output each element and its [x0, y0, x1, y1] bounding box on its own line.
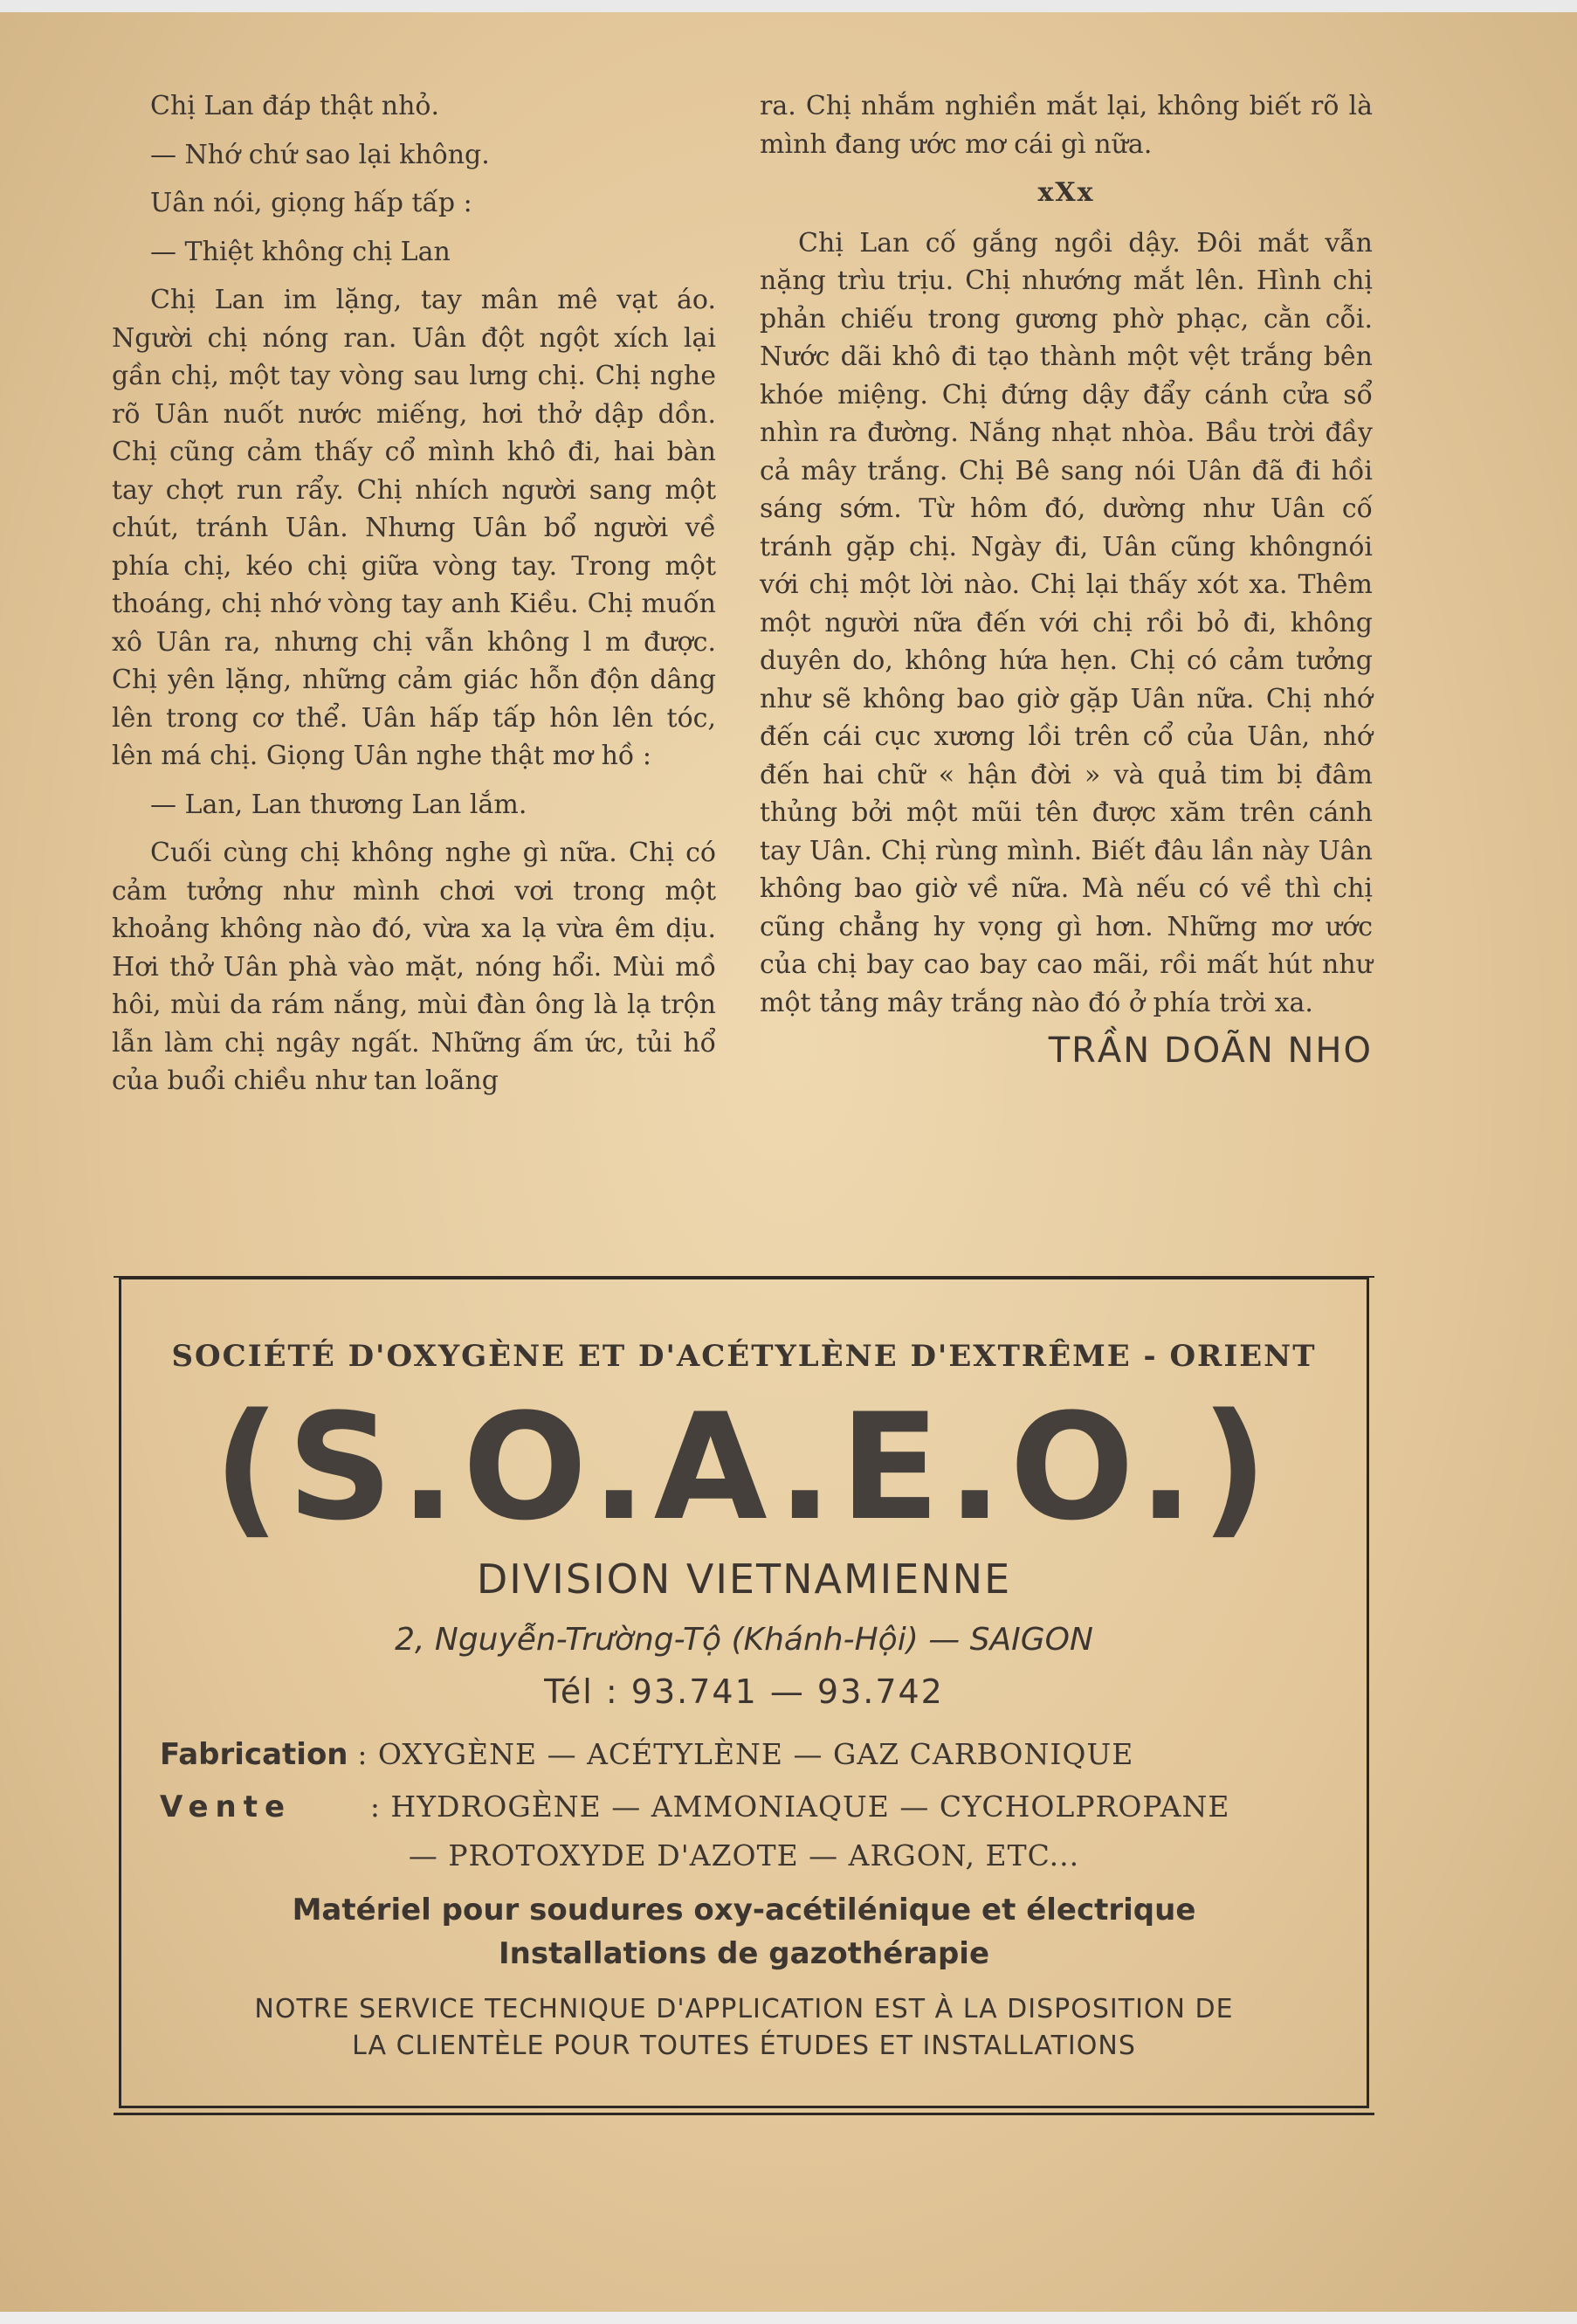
ad-notice-line-2: LA CLIENTÈLE POUR TOUTES ÉTUDES ET INSTALLATIONS: [352, 2031, 1136, 2061]
scan-edge-bottom: [0, 2312, 1577, 2324]
story-paragraph: — Lan, Lan thương Lan lắm.: [150, 789, 527, 820]
ad-company-name: SOCIÉTÉ D'OXYGÈNE ET D'ACÉTYLÈNE D'EXTRÊME - ORIENT: [171, 1339, 1317, 1374]
story-paragraph: — Nhớ chứ sao lại không.: [150, 139, 490, 170]
ad-vente-row: [160, 1790, 1229, 1824]
story-right-column: [760, 87, 1373, 1071]
ad-materiel: Matériel pour soudures oxy-acétilénique et électrique: [292, 1893, 1196, 1927]
ad-address: 2, Nguyễn-Trường-Tộ (Khánh-Hội) — SAIGON: [395, 1622, 1093, 1658]
ad-vente-row-continued: [121, 1838, 1367, 1873]
story-paragraph: Cuối cùng chị không nghe gì nữa. Chị có cảm tưởng như mình chơi vơi trong một khoảng không nào đó, vừa xa lạ vừa êm dịu. Hơi thở Uân phà vào mặt, nóng hổi. Mùi mồ hôi, mùi da rám nắng, mùi đàn ông là lạ trộn lẫn làm chị ngây ngất. Những ấm ức, tủi hổ của buổi chiều như tan loãng: [112, 838, 716, 1096]
story-paragraph: — Thiệt không chị Lan: [150, 236, 451, 267]
story-continuation: ra. Chị nhắm nghiền mắt lại, không biết rõ là mình đang ước mơ cái gì nữa.: [760, 91, 1373, 160]
story-paragraph: Chị Lan im lặng, tay mân mê vạt áo. Người chị nóng ran. Uân đột ngột xích lại gần chị, một tay vòng sau lưng chị. Chị nghe rõ Uân nuốt nước miếng, hơi thở dập dồn. Chị cũng cảm thấy cổ mình khô đi, hai bàn tay chợt run rẩy. Chị nhích người sang một chút, tránh Uân. Nhưng Uân bổ người về phía chị, kéo chị giữa vòng tay. Trong một thoáng, chị nhớ vòng tay anh Kiều. Chị muốn xô Uân ra, nhưng chị vẫn không l m được. Chị yên lặng, những cảm giác hỗn độn dâng lên trong cơ thể. Uân hấp tấp hôn lên tóc, lên má chị. Giọng Uân nghe thật mơ hồ :: [112, 285, 716, 771]
section-divider: xXx: [1037, 177, 1095, 208]
ad-notice-line-1: NOTRE SERVICE TECHNIQUE D'APPLICATION EST À LA DISPOSITION DE: [254, 1994, 1234, 2024]
ad-fabrication-label: Fabrication: [160, 1737, 348, 1772]
story-paragraph: Chị Lan cố gắng ngồi dậy. Đôi mắt vẫn nặng trìu trịu. Chị nhướng mắt lên. Hình chị phản chiếu trong gương phờ phạc, cằn cỗi. Nước dãi khô đi tạo thành một vệt trắng bên khóe miệng. Chị đứng dậy đẩy cánh cửa sổ nhìn ra đường. Nắng nhạt nhòa. Bầu trời đầy cả mây trắng. Chị Bê sang nói Uân đã đi hồi sáng sớm. Từ hôm đó, dường như Uân cố tránh gặp chị. Ngày đi, Uân cũng khôngnói với chị một lời nào. Chị lại thấy xót xa. Thêm một người nữa đến với chị rồi bỏ đi, không duyên do, không hứa hẹn. Chị có cảm tưởng như sẽ không bao giờ gặp Uân nữa. Chị nhớ đến cái cục xương lồi trên cổ của Uân, nhớ đến hai chữ « hận đời » và quả tim bị đâm thủng bởi một mũi tên được xăm trên cánh tay Uân. Chị rùng mình. Biết đâu lần này Uân không bao giờ về nữa. Mà nếu có về thì chị cũng chẳng hy vọng gì hơn. Những mơ ước của chị bay cao bay cao mãi, rồi mất hút như một tảng mây trắng nào đó ở phía trời xa.: [760, 227, 1373, 1018]
ad-fabrication-value: : OXYGÈNE — ACÉTYLÈNE — GAZ CARBONIQUE: [357, 1737, 1134, 1771]
scan-edge-top: [0, 0, 1577, 12]
story-paragraph: Uân nói, giọng hấp tấp :: [150, 188, 472, 218]
story-paragraph: Chị Lan đáp thật nhỏ.: [150, 91, 439, 121]
ad-fabrication-row: [160, 1737, 1133, 1772]
ad-acronym: (S.O.A.E.O.): [213, 1382, 1275, 1553]
ad-vente-value-continued: — PROTOXYDE D'AZOTE — ARGON, ETC...: [408, 1838, 1080, 1872]
ad-installations: Installations de gazothérapie: [498, 1936, 990, 1971]
ad-vente-value: : HYDROGÈNE — AMMONIAQUE — CYCHOLPROPANE: [369, 1790, 1230, 1824]
ad-division: DIVISION VIETNAMIENNE: [476, 1555, 1012, 1603]
story-left-column: [112, 87, 716, 1111]
ad-bottom-rule: [114, 2113, 1374, 2115]
ad-vente-label: Vente: [160, 1790, 293, 1824]
advertisement-box: [119, 1277, 1369, 2108]
ad-telephone: Tél : 93.741 — 93.742: [544, 1672, 944, 1711]
author-byline: TRẦN DOÃN NHO: [1048, 1031, 1373, 1071]
